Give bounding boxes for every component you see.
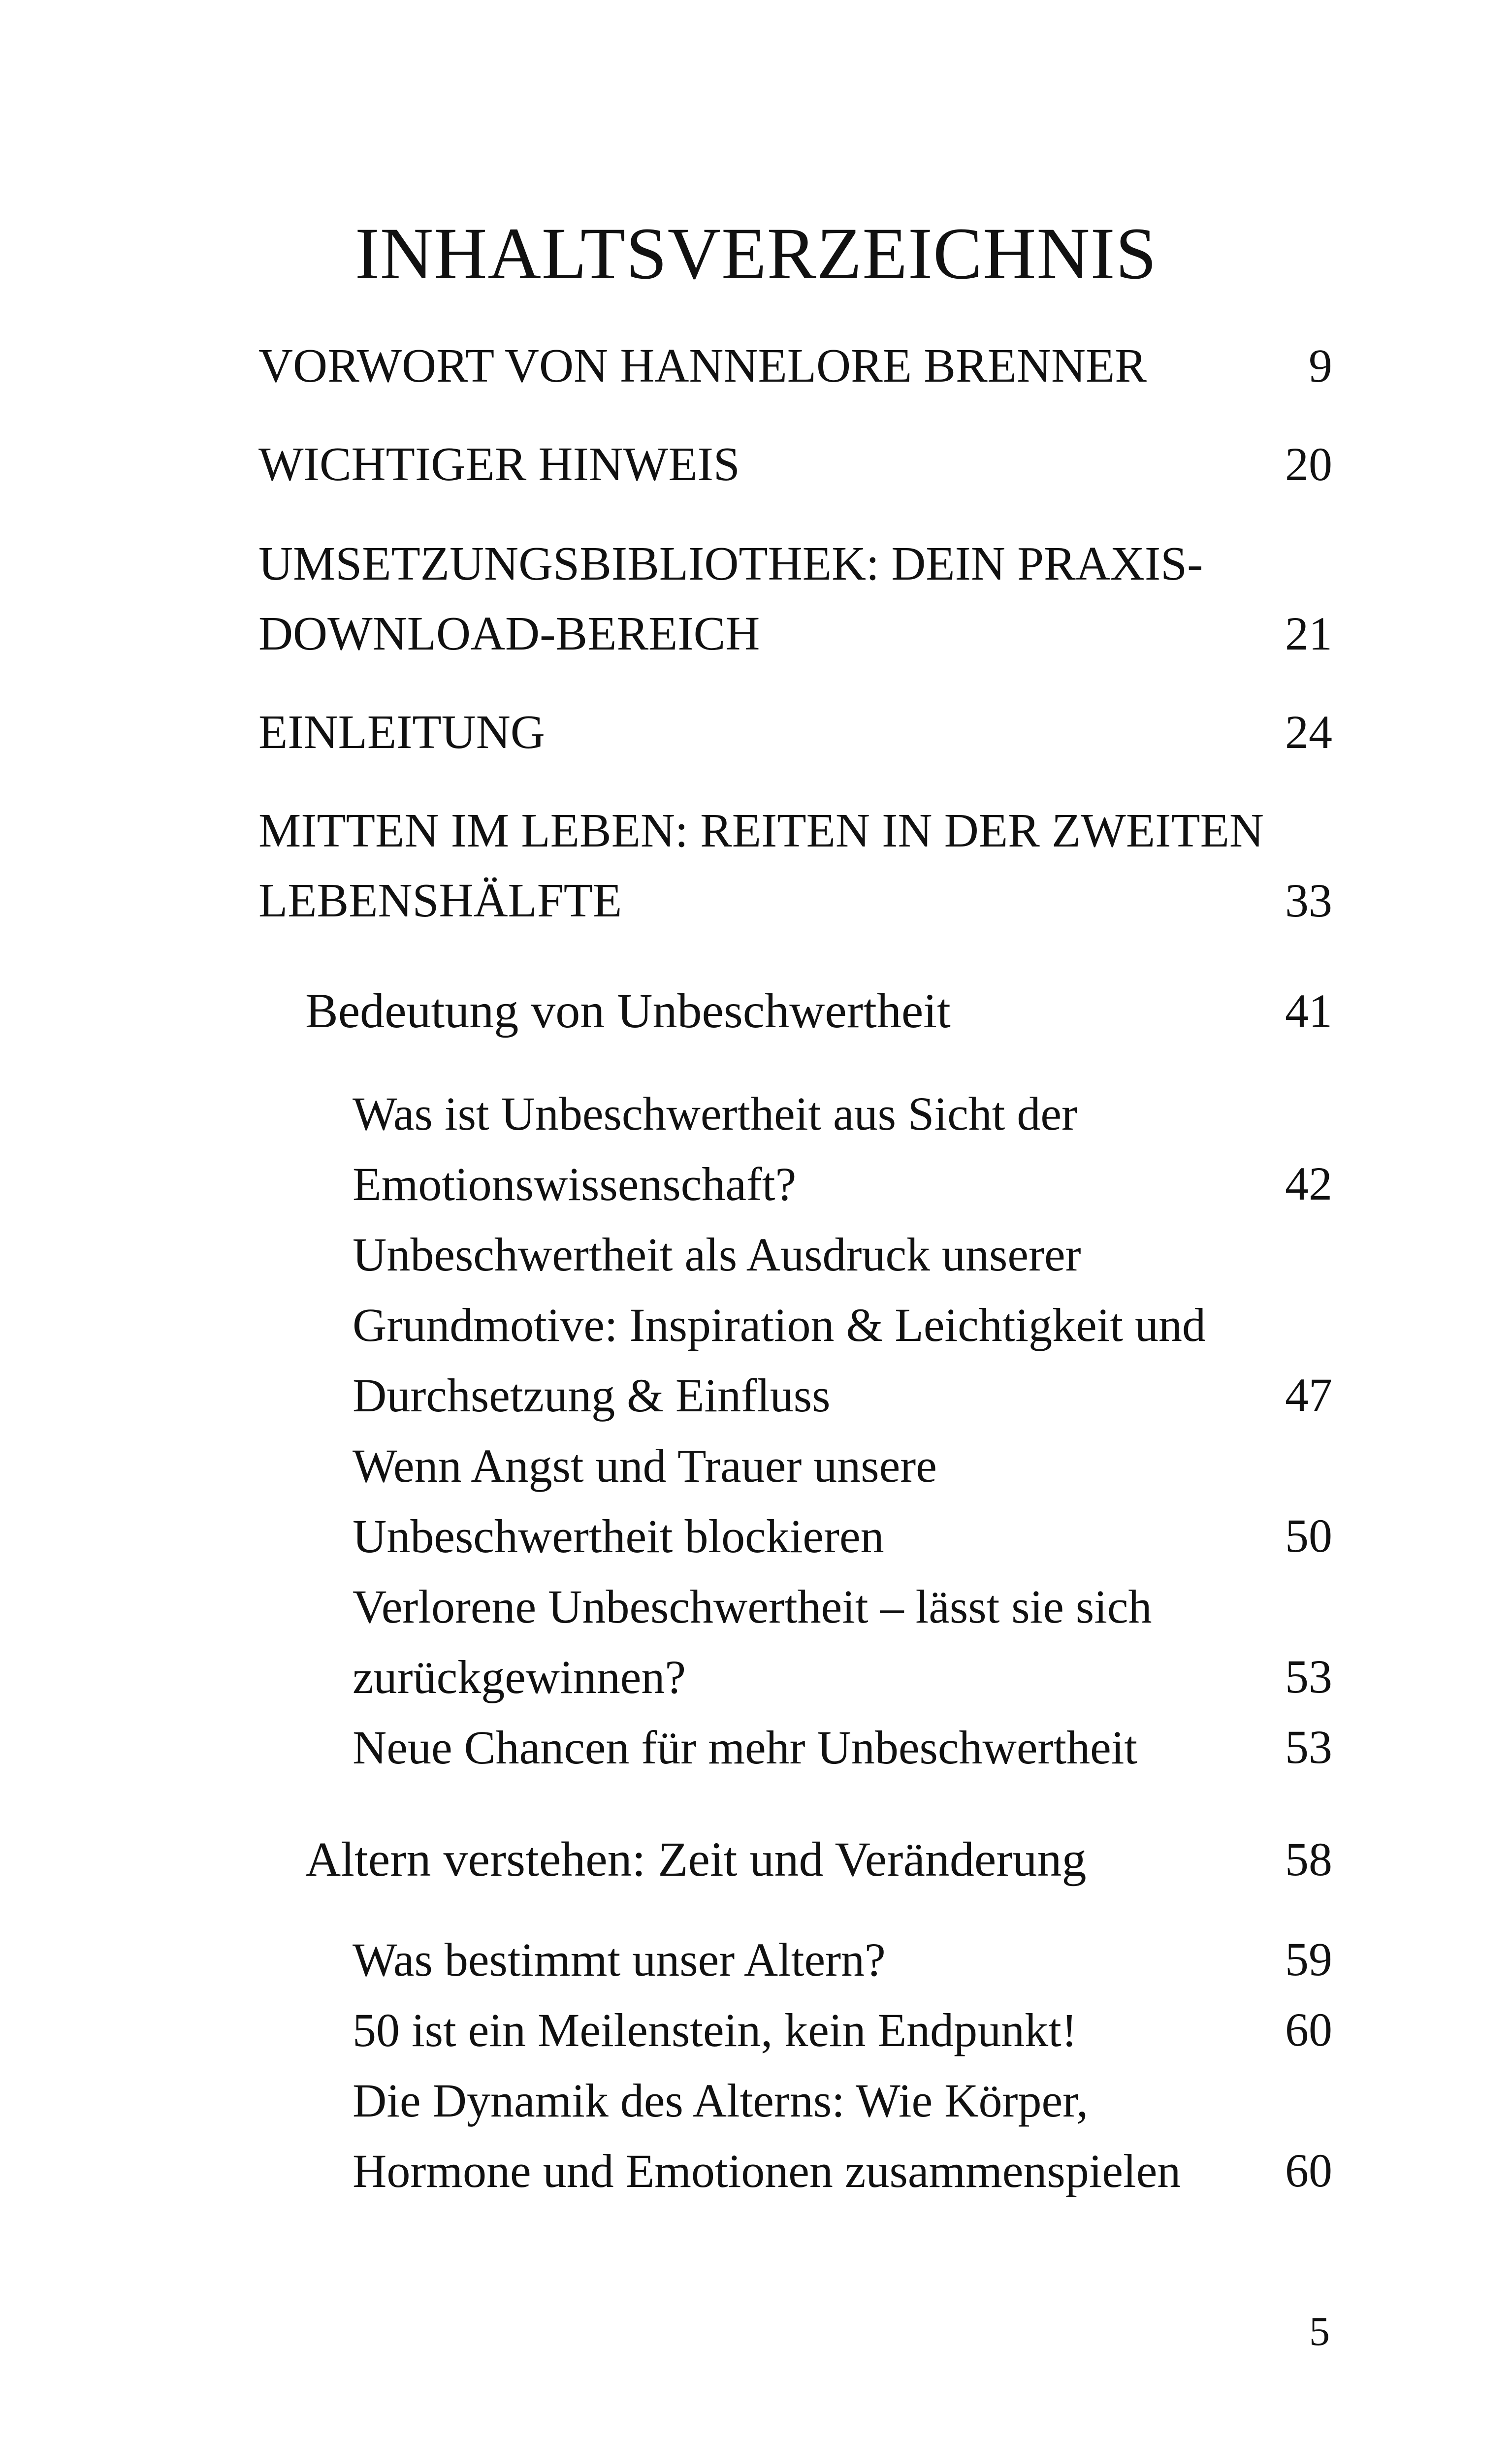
toc-entry-altern-verstehen[interactable] — [305, 1824, 1087, 1894]
toc-entry-was-ist-unbeschwertheit[interactable] — [353, 1078, 1077, 1219]
toc-entry-title: WICHTIGER HINWEIS — [258, 438, 740, 490]
toc-page-number: 42 — [1285, 1157, 1332, 1210]
toc-page-number: 58 — [1285, 1833, 1332, 1886]
toc-page-number: 47 — [1285, 1368, 1332, 1421]
toc-entry-title-line: LEBENSHÄLFTE — [258, 874, 622, 927]
toc-entry-title-line: Die Dynamik des Alterns: Wie Körper, — [353, 2074, 1089, 2127]
toc-entry-title: Altern verstehen: Zeit und Veränderung — [305, 1832, 1087, 1887]
toc-page-number: 33 — [1285, 874, 1332, 927]
toc-entry-title-line: Unbeschwertheit als Ausdruck unserer — [353, 1228, 1081, 1281]
toc-entry-title-line: Emotionswissenschaft? — [353, 1158, 797, 1210]
toc-entry-vorwort[interactable] — [258, 331, 1147, 401]
toc-entry-title: Neue Chancen für mehr Unbeschwertheit — [353, 1721, 1138, 1774]
toc-entry-title-line: UMSETZUNGSBIBLIOTHEK: DEIN PRAXIS- — [258, 537, 1203, 590]
toc-entry-was-bestimmt-altern[interactable] — [353, 1924, 886, 1995]
page-title: INHALTSVERZEICHNIS — [354, 213, 1158, 294]
toc-entry-title: EINLEITUNG — [258, 706, 545, 758]
toc-entry-title-line: zurückgewinnen? — [353, 1651, 686, 1703]
toc-entry-verlorene-unbeschwertheit[interactable] — [353, 1571, 1152, 1712]
toc-page-number: 41 — [1285, 984, 1332, 1037]
toc-entry-umsetzungsbibliothek[interactable] — [258, 529, 1203, 669]
toc-page-number: 59 — [1285, 1933, 1332, 1986]
page-footer-number: 5 — [1309, 2309, 1330, 2354]
toc-page-number: 9 — [1309, 339, 1332, 392]
toc-entry-grundmotive[interactable] — [353, 1219, 1206, 1431]
toc-entry-title-line: Hormone und Emotionen zusammenspielen — [353, 2145, 1181, 2197]
toc-page-number: 50 — [1285, 1509, 1332, 1562]
toc-entry-title-line: Durchsetzung & Einfluss — [353, 1369, 831, 1422]
toc-entry-title-line: Verlorene Unbeschwertheit – lässt sie sich — [353, 1580, 1152, 1633]
toc-entry-meilenstein[interactable] — [353, 1995, 1077, 2065]
toc-entry-title-line: Grundmotive: Inspiration & Leichtigkeit und — [353, 1299, 1206, 1351]
toc-entry-neue-chancen[interactable] — [353, 1712, 1137, 1783]
toc-entry-title: Was bestimmt unser Altern? — [353, 1933, 886, 1986]
toc-entry-einleitung[interactable] — [258, 697, 545, 767]
toc-entry-mitten-im-leben[interactable] — [258, 796, 1264, 936]
toc-entry-title: 50 ist ein Meilenstein, kein Endpunkt! — [353, 2004, 1077, 2056]
toc-page-number: 24 — [1285, 706, 1332, 758]
toc-entry-dynamik-des-alterns[interactable] — [353, 2065, 1181, 2206]
toc-entry-title-line: Unbeschwertheit blockieren — [353, 1510, 884, 1563]
toc-entry-title-line: DOWNLOAD-BEREICH — [258, 607, 760, 660]
toc-page-number: 20 — [1285, 438, 1332, 490]
toc-entry-wichtiger-hinweis[interactable] — [258, 429, 740, 499]
toc-entry-title: Bedeutung von Unbeschwertheit — [305, 983, 951, 1038]
toc-page-number: 60 — [1285, 2144, 1332, 2197]
toc-entry-angst-und-trauer[interactable] — [353, 1431, 937, 1571]
toc-page-number: 21 — [1285, 607, 1332, 660]
toc-entry-title-line: Was ist Unbeschwertheit aus Sicht der — [353, 1087, 1077, 1140]
toc-page-number: 53 — [1285, 1721, 1332, 1773]
toc-page-number: 53 — [1285, 1650, 1332, 1703]
toc-entry-bedeutung[interactable] — [305, 976, 951, 1046]
toc-entry-title: VORWORT VON HANNELORE BRENNER — [258, 339, 1147, 392]
toc-entry-title-line: MITTEN IM LEBEN: REITEN IN DER ZWEITEN — [258, 804, 1264, 857]
toc-entry-title-line: Wenn Angst und Trauer unsere — [353, 1439, 937, 1492]
toc-page-number: 60 — [1285, 2003, 1332, 2056]
